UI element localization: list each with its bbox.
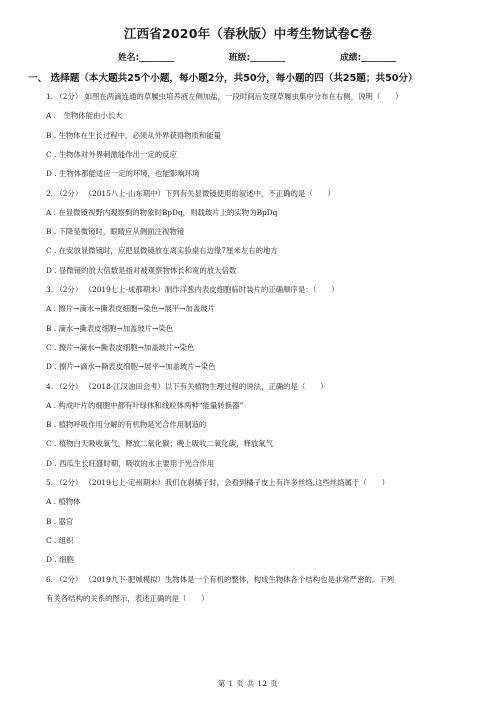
- answer-option: C . 擦片→滴水→撕表皮细胞→加盖玻片→染色: [46, 342, 195, 352]
- question-stem: 6. （2分） （2019九下·肥城模拟）生物体是一个有机的整体，构成生物体各个结构也是非常严密的。下列: [46, 574, 395, 584]
- answer-option: D . 擦片→滴水→撕表皮细胞→展平→加盖玻片→染色: [46, 362, 216, 372]
- answer-option: C . 生物体对外界刺激能作出一定的反应: [46, 149, 177, 159]
- class-field: 班级:________: [229, 53, 286, 63]
- answer-option: B . 下降显微镜时，眼睛应从侧面注视物镜: [46, 227, 185, 237]
- answer-option: A . 擦片→滴水→撕表皮细胞→染色→展平→加盖玻片: [46, 304, 215, 314]
- answer-option: A . 植物体: [46, 497, 81, 507]
- section-heading: 一、 选择题（本大题共25个小题，每小题2分，共50分，每小题的四（共25题；共50分）: [28, 73, 418, 84]
- answer-option: C . 组织: [46, 535, 74, 545]
- question-stem: 2. （2分） （2015八上·山东期中）下列有关显微镜使用的叙述中，不正确的是（ ）: [46, 188, 335, 198]
- question-stem: 3. （2分） （2019七上·成都期末）制作洋葱内表皮细胞临时装片的正确顺序是：（ ）: [46, 285, 339, 294]
- answer-option: B . 器官: [46, 516, 74, 526]
- answer-option: B . 滴水→撕表皮细胞→加盖玻片→染色: [46, 323, 174, 333]
- answer-option: D . 显微镜的放大倍数是指对被观察物体长和宽的放大倍数: [46, 265, 237, 275]
- answer-option: A . 生物体能由小长大: [46, 111, 123, 121]
- document-title: 江西省2020年（春秋版）中考生物试卷C卷: [123, 26, 373, 41]
- page-footer: 第 1 页 共 12 页: [218, 679, 278, 688]
- score-field: 成绩:________: [340, 53, 397, 63]
- answer-option: D . 生物体都能适应一定的环境，也能影响环境: [46, 169, 200, 179]
- answer-option: B . 植物呼吸作用分解的有机物是光合作用制造的: [46, 420, 207, 430]
- question-stem: 4. （2分） （2018·江汉油田会考）以下有关植物生理过程的说法，正确的是（ ）: [46, 381, 328, 391]
- answer-option: B . 生物体在生长过程中，必须从外界获得物质和能量: [46, 130, 222, 140]
- answer-option: D . 西瓜生长旺盛时期，吸收的水主要用于光合作用: [46, 458, 215, 468]
- name-field: 姓名:________: [118, 53, 175, 63]
- answer-option: A . 在显微镜视野内观察到的物象时BpDq，则载玻片上的实物为BpDq: [46, 207, 278, 217]
- answer-option: C . 在安放显微镜时，应把显微镜放在离实验桌右边缘7厘米左右的地方: [46, 246, 278, 256]
- question-stem: 5. （2分） （2019七上·定州期末）我们在剥橘子时，会看到橘子皮上有许多丝络,这些丝络属于（ ）: [46, 478, 389, 487]
- question-stem: 1. （2分） 如图在两滴连通的草履虫培养液左侧加盐，一段时间后发现草履虫集中分布在右侧，说明（ ）: [46, 92, 403, 101]
- question-continuation: 有关各结构的关系的图示，表述正确的是（ ）: [46, 593, 209, 603]
- answer-option: C . 植物白天吸收氧气，释放二氧化碳；晚上吸收二氧化碳，释放氧气: [46, 439, 274, 449]
- answer-option: D . 细胞: [46, 555, 74, 565]
- answer-option: A . 构成叶片的细胞中都有叶绿体和线粒体两种“能量转换器”: [46, 400, 244, 410]
